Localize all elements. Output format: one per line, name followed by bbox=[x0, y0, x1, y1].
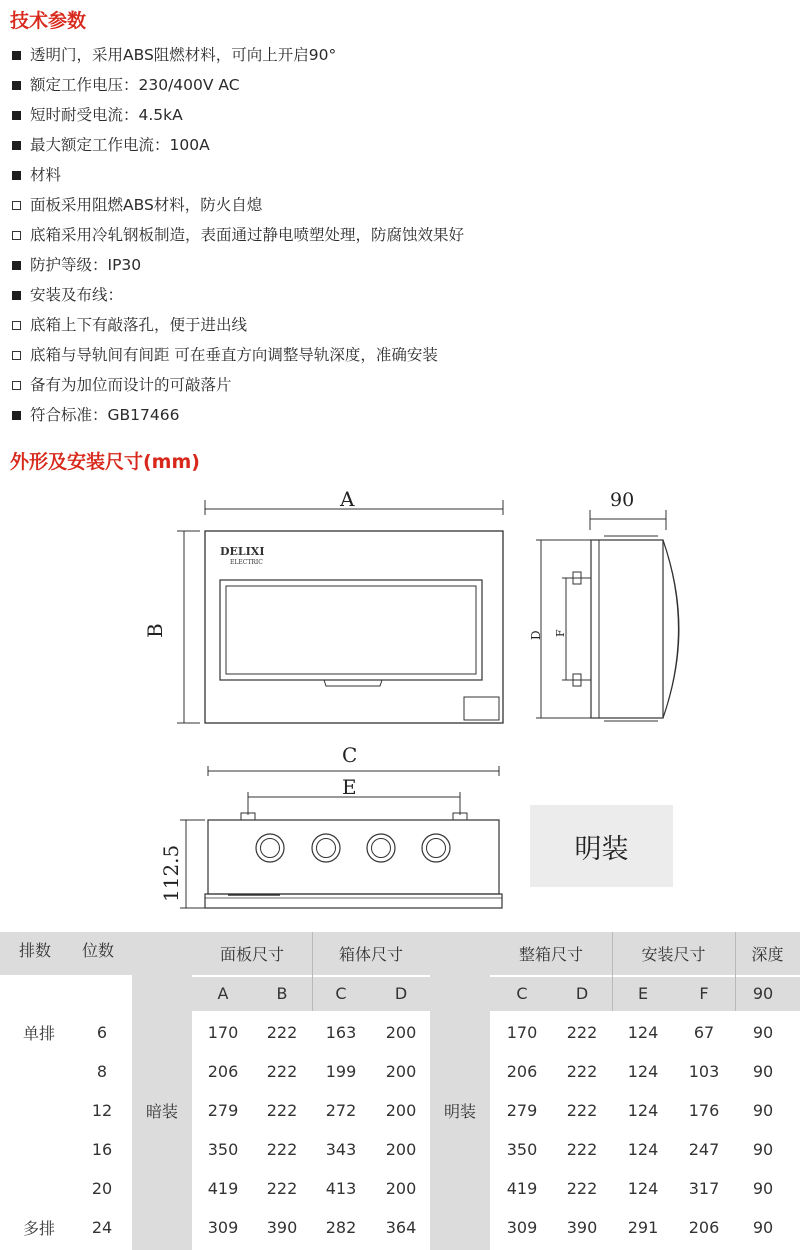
table-cell: 272 bbox=[325, 1101, 357, 1120]
square-bullet-icon bbox=[12, 261, 21, 270]
table-cell: 206 bbox=[207, 1062, 239, 1081]
dimension-table bbox=[0, 932, 800, 1250]
spec-text: 最大额定工作电流：100A bbox=[30, 136, 210, 154]
square-bullet-icon bbox=[12, 411, 21, 420]
table-cell: 291 bbox=[627, 1218, 659, 1237]
header-position-count: 位数 bbox=[81, 940, 114, 960]
table-cell: 206 bbox=[506, 1062, 538, 1081]
section-title-dimensions: 外形及安装尺寸(mm) bbox=[10, 451, 200, 473]
table-cell: 124 bbox=[627, 1179, 659, 1198]
table-cell: 90 bbox=[752, 1023, 774, 1042]
table-cell: 124 bbox=[627, 1062, 659, 1081]
subheader-90: 90 bbox=[752, 983, 774, 1003]
table-cell: 206 bbox=[688, 1218, 720, 1237]
spec-item bbox=[12, 190, 464, 220]
table-cell: 364 bbox=[385, 1218, 417, 1237]
hollow-square-bullet-icon bbox=[12, 321, 21, 330]
position-count: 12 bbox=[91, 1101, 113, 1120]
spec-item bbox=[12, 70, 464, 100]
dimension-drawing bbox=[0, 470, 800, 930]
header-row-type: 排数 bbox=[18, 940, 51, 960]
subheader-C: C bbox=[516, 983, 528, 1003]
spec-item bbox=[12, 310, 464, 340]
table-cell: 200 bbox=[385, 1023, 417, 1042]
header-install-size: 安装尺寸 bbox=[641, 945, 706, 964]
table-cell: 222 bbox=[566, 1179, 598, 1198]
table-cell: 279 bbox=[506, 1101, 538, 1120]
hollow-square-bullet-icon bbox=[12, 231, 21, 240]
spec-text: 防护等级：IP30 bbox=[30, 256, 142, 274]
subheader-B: B bbox=[276, 983, 288, 1003]
hollow-square-bullet-icon bbox=[12, 351, 21, 360]
spec-item bbox=[12, 160, 464, 190]
square-bullet-icon bbox=[12, 51, 21, 60]
table-cell: 90 bbox=[752, 1179, 774, 1198]
table-cell: 199 bbox=[325, 1062, 357, 1081]
table-cell: 176 bbox=[688, 1101, 720, 1120]
spec-item bbox=[12, 250, 464, 280]
dim-label-height: 112.5 bbox=[159, 844, 183, 902]
spec-item bbox=[12, 340, 464, 370]
spec-text: 安装及布线： bbox=[30, 286, 124, 304]
brand-logo: DELIXI bbox=[220, 545, 265, 558]
table-cell: 163 bbox=[325, 1023, 357, 1042]
surface-mount-table-label: 明装 bbox=[443, 1102, 476, 1121]
spec-item bbox=[12, 100, 464, 130]
section-title-specs: 技术参数 bbox=[10, 10, 87, 32]
table-cell: 309 bbox=[506, 1218, 538, 1237]
spec-item bbox=[12, 400, 464, 430]
table-cell: 200 bbox=[385, 1140, 417, 1159]
spec-item bbox=[12, 370, 464, 400]
table-cell: 124 bbox=[627, 1101, 659, 1120]
spec-item bbox=[12, 40, 464, 70]
table-cell: 343 bbox=[325, 1140, 357, 1159]
table-cell: 222 bbox=[566, 1101, 598, 1120]
spec-text: 额定工作电压：230/400V AC bbox=[30, 76, 240, 94]
table-cell: 309 bbox=[207, 1218, 239, 1237]
position-count: 16 bbox=[91, 1140, 113, 1159]
subheader-F: F bbox=[699, 983, 709, 1003]
subheader-A: A bbox=[217, 983, 229, 1003]
side-view bbox=[529, 489, 679, 721]
table-cell: 222 bbox=[266, 1062, 298, 1081]
table-cell: 90 bbox=[752, 1140, 774, 1159]
table-cell: 124 bbox=[627, 1140, 659, 1159]
spec-text: 底箱与导轨间有间距 可在垂直方向调整导轨深度，准确安装 bbox=[30, 346, 438, 364]
spec-item bbox=[12, 130, 464, 160]
subheader-D: D bbox=[394, 983, 408, 1003]
square-bullet-icon bbox=[12, 291, 21, 300]
subheader-E: E bbox=[637, 983, 649, 1003]
concealed-mount-label: 暗装 bbox=[145, 1102, 178, 1121]
spec-text: 材料 bbox=[30, 166, 62, 184]
square-bullet-icon bbox=[12, 111, 21, 120]
surface-mount-label: 明装 bbox=[530, 805, 673, 887]
table-cell: 200 bbox=[385, 1179, 417, 1198]
table-cell: 419 bbox=[207, 1179, 239, 1198]
table-cell: 222 bbox=[566, 1023, 598, 1042]
position-count: 6 bbox=[96, 1023, 108, 1042]
table-cell: 200 bbox=[385, 1062, 417, 1081]
header-box-size: 箱体尺寸 bbox=[338, 945, 403, 964]
table-cell: 124 bbox=[627, 1023, 659, 1042]
spec-list bbox=[12, 40, 464, 430]
dim-label-f: F bbox=[554, 629, 567, 637]
square-bullet-icon bbox=[12, 141, 21, 150]
table-cell: 222 bbox=[266, 1101, 298, 1120]
spec-text: 备有为加位而设计的可敲落片 bbox=[30, 376, 232, 394]
table-cell: 222 bbox=[566, 1062, 598, 1081]
table-cell: 222 bbox=[566, 1140, 598, 1159]
table-cell: 222 bbox=[266, 1140, 298, 1159]
spec-text: 符合标准：GB17466 bbox=[30, 406, 180, 424]
row-type-label: 单排 bbox=[22, 1024, 55, 1043]
row-type-label: 多排 bbox=[22, 1219, 55, 1238]
header-depth: 深度 bbox=[751, 945, 784, 964]
table-cell: 350 bbox=[207, 1140, 239, 1159]
hollow-square-bullet-icon bbox=[12, 381, 21, 390]
table-cell: 170 bbox=[506, 1023, 538, 1042]
dim-label-depth: 90 bbox=[610, 489, 635, 511]
table-cell: 247 bbox=[688, 1140, 720, 1159]
bottom-view bbox=[159, 743, 502, 908]
spec-item bbox=[12, 280, 464, 310]
table-cell: 67 bbox=[693, 1023, 715, 1042]
table-cell: 90 bbox=[752, 1101, 774, 1120]
table-cell: 390 bbox=[566, 1218, 598, 1237]
position-count: 8 bbox=[96, 1062, 108, 1081]
spec-item bbox=[12, 220, 464, 250]
table-cell: 390 bbox=[266, 1218, 298, 1237]
header-panel-size: 面板尺寸 bbox=[219, 945, 284, 964]
dim-label-a: A bbox=[340, 487, 355, 511]
spec-text: 底箱上下有敲落孔，便于进出线 bbox=[30, 316, 248, 334]
table-cell: 279 bbox=[207, 1101, 239, 1120]
dim-label-b: B bbox=[143, 623, 167, 638]
spec-text: 短时耐受电流：4.5kA bbox=[30, 106, 183, 124]
hollow-square-bullet-icon bbox=[12, 201, 21, 210]
spec-text: 透明门，采用ABS阻燃材料，可向上开启90° bbox=[30, 46, 337, 64]
table-cell: 419 bbox=[506, 1179, 538, 1198]
table-cell: 90 bbox=[752, 1218, 774, 1237]
dim-label-c: C bbox=[342, 743, 358, 767]
spec-text: 面板采用阻燃ABS材料，防火自熄 bbox=[30, 196, 263, 214]
position-count: 20 bbox=[91, 1179, 113, 1198]
dim-label-e: E bbox=[342, 775, 357, 799]
dim-label-d: D bbox=[529, 630, 543, 640]
square-bullet-icon bbox=[12, 81, 21, 90]
header-whole-size: 整箱尺寸 bbox=[518, 945, 583, 964]
square-bullet-icon bbox=[12, 171, 21, 180]
table-cell: 103 bbox=[688, 1062, 720, 1081]
spec-text: 底箱采用冷轧钢板制造，表面通过静电喷塑处理，防腐蚀效果好 bbox=[30, 226, 465, 244]
table-cell: 222 bbox=[266, 1023, 298, 1042]
table-cell: 413 bbox=[325, 1179, 357, 1198]
position-count: 24 bbox=[91, 1218, 113, 1237]
table-cell: 350 bbox=[506, 1140, 538, 1159]
table-cell: 282 bbox=[325, 1218, 357, 1237]
table-cell: 222 bbox=[266, 1179, 298, 1198]
front-view bbox=[143, 487, 503, 723]
table-cell: 90 bbox=[752, 1062, 774, 1081]
brand-sub: ELECTRIC bbox=[230, 559, 263, 566]
table-cell: 170 bbox=[207, 1023, 239, 1042]
subheader-C: C bbox=[335, 983, 347, 1003]
table-cell: 317 bbox=[688, 1179, 720, 1198]
subheader-D: D bbox=[575, 983, 589, 1003]
table-cell: 200 bbox=[385, 1101, 417, 1120]
